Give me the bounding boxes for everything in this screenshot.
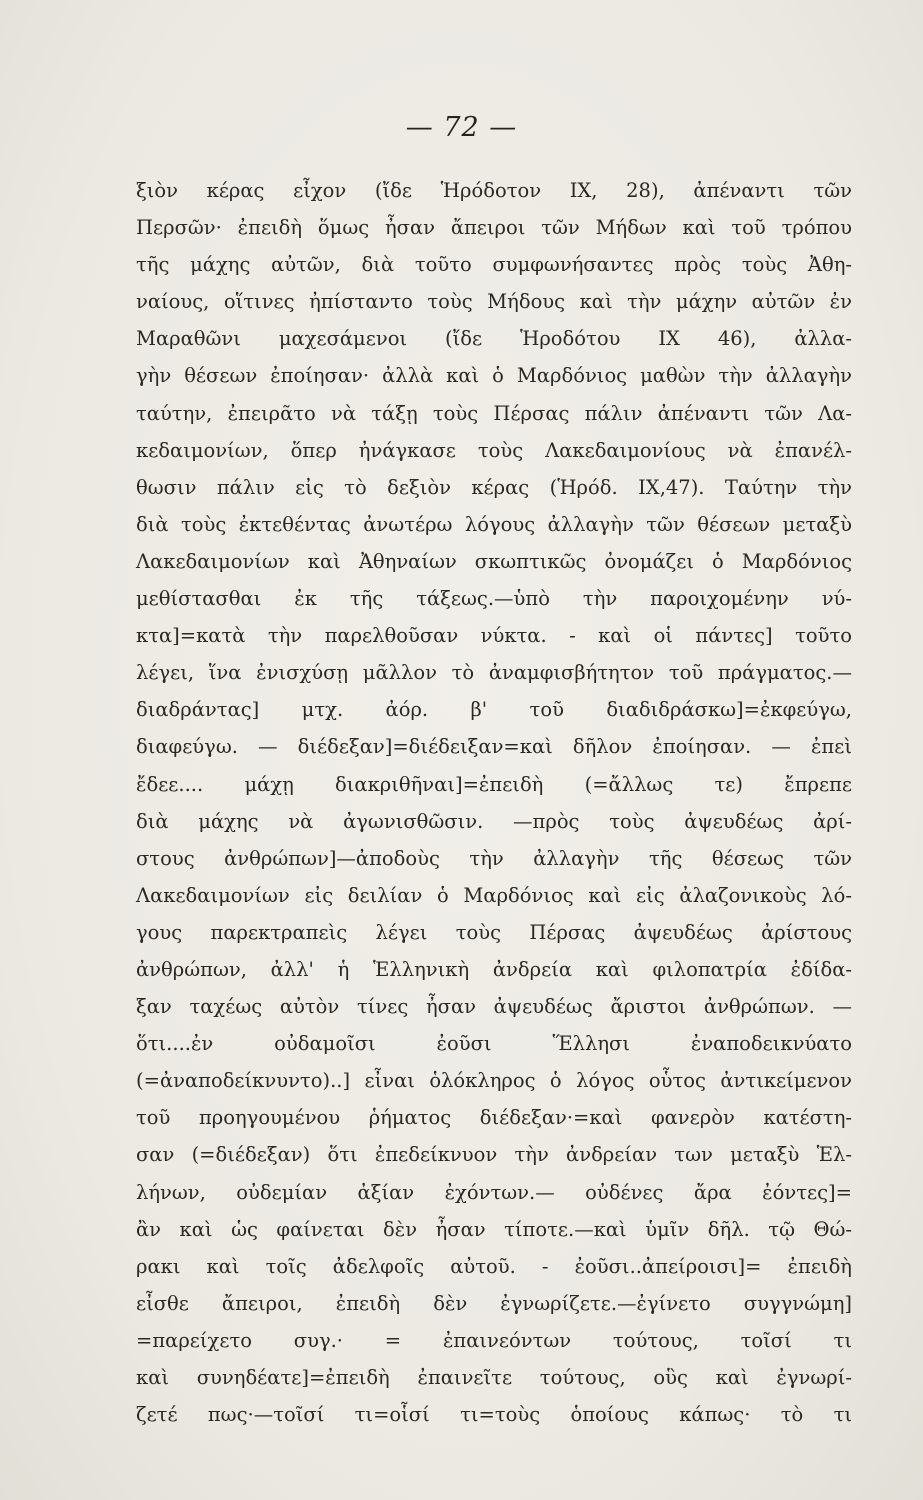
body-text <box>136 172 852 1433</box>
text-line: =παρείχετο συγ.· = ἐπαινεόντων τούτους, τοῖσί τι <box>136 1328 852 1352</box>
text-line: γους παρεκτραπεὶς λέγει τοὺς Πέρσας ἀψευδέως ἀρίστους <box>136 920 852 944</box>
text-line: ἂν καὶ ὡς φαίνεται δὲν ἦσαν τίποτε.—καὶ ὑμῖν δῆλ. τῷ Θώ- <box>136 1217 852 1241</box>
text-line: ἔδεε.... μάχῃ διακριθῆναι]=ἐπειδὴ (=ἄλλως τε) ἔπρεπε <box>136 772 852 796</box>
text-line: ὅτι....ἐν οὐδαμοῖσι ἐοῦσι Ἕλλησι ἐναποδεικνύατο <box>136 1032 852 1056</box>
text-line: λήνων, οὐδεμίαν ἀξίαν ἐχόντων.— οὐδένες ἄρα ἐόντες]= <box>136 1180 852 1204</box>
text-line: σαν (=διέδεξαν) ὅτι ἐπεδείκνυον τὴν ἀνδρείαν των μεταξὺ Ἑλ- <box>136 1143 852 1167</box>
text-line: διὰ μάχης νὰ ἀγωνισθῶσιν. —πρὸς τοὺς ἀψευδέως ἀρί- <box>136 809 852 833</box>
text-line: ἀνθρώπων, ἀλλ' ἡ Ἑλληνικὴ ἀνδρεία καὶ φιλοπατρία ἐδίδα- <box>136 957 852 981</box>
text-line: στους ἀνθρώπων]—ἀποδοὺς τὴν ἀλλαγὴν τῆς θέσεως τῶν <box>136 846 852 870</box>
text-line: γὴν θέσεων ἐποίησαν· ἀλλὰ καὶ ὁ Μαρδόνιος μαθὼν τὴν ἀλλαγὴν <box>136 364 852 388</box>
text-line: διὰ τοὺς ἐκτεθέντας ἀνωτέρω λόγους ἀλλαγὴν τῶν θέσεων μεταξὺ <box>136 512 852 536</box>
text-line: διαφεύγω. — διέδεξαν]=διέδειξαν=καὶ δῆλον ἐποίησαν. — ἐπεὶ <box>136 735 852 759</box>
text-line: τῆς μάχης αὐτῶν, διὰ τοῦτο συμφωνήσαντες πρὸς τοὺς Ἀθη- <box>136 253 852 277</box>
text-line: Περσῶν· ἐπειδὴ ὅμως ἦσαν ἄπειροι τῶν Μήδων καὶ τοῦ τρόπου <box>136 216 852 240</box>
text-line: ναίους, οἵτινες ἠπίσταντο τοὺς Μήδους καὶ τὴν μάχην αὐτῶν ἐν <box>136 290 852 314</box>
text-line: κτα]=κατὰ τὴν παρελθοῦσαν νύκτα. - καὶ οἱ πάντες] τοῦτο <box>136 624 852 648</box>
text-line: ξιὸν κέρας εἶχον (ἴδε Ἡρόδοτον IX, 28), ἀπέναντι τῶν <box>136 179 852 202</box>
text-line: θωσιν πάλιν εἰς τὸ δεξιὸν κέρας (Ἡρόδ. IX,47). Ταύτην τὴν <box>136 475 852 499</box>
text-line: ζετέ πως·—τοῖσί τι=οἷσί τι=τοὺς ὁποίους κάπως· τὸ τι <box>136 1403 852 1427</box>
text-line: εἶσθε ἄπειροι, ἐπειδὴ δὲν ἐγνωρίζετε.—ἐγίνετο συγγνώμη] <box>136 1291 852 1315</box>
text-line: τοῦ προηγουμένου ῥήματος διέδεξαν·=καὶ φανερὸν κατέστη- <box>136 1106 852 1130</box>
text-line: διαδράντας] μτχ. ἀόρ. β' τοῦ διαδιδράσκω]=ἐκφεύγω, <box>136 698 852 722</box>
text-line: ταύτην, ἐπειρᾶτο νὰ τάξῃ τοὺς Πέρσας πάλιν ἀπέναντι τῶν Λα- <box>136 401 852 425</box>
text-line: Μαραθῶνι μαχεσάμενοι (ἴδε Ἡροδότου IX 46), ἀλλα- <box>136 327 852 351</box>
text-line: (=ἀναποδείκνυντο)..] εἶναι ὁλόκληρος ὁ λόγος οὗτος ἀντικείμενον <box>136 1069 852 1093</box>
text-line: καὶ συνηδέατε]=ἐπειδὴ ἐπαινεῖτε τούτους, οὓς καὶ ἐγνωρί- <box>136 1366 852 1389</box>
text-line: κεδαιμονίων, ὅπερ ἠνάγκασε τοὺς Λακεδαιμονίους νὰ ἐπανέλ- <box>136 438 852 462</box>
text-line: ρακι καὶ τοῖς ἀδελφοῖς αὐτοῦ. - ἐοῦσι..ἀπείροισι]= ἐπειδὴ <box>136 1254 852 1278</box>
text-line: μεθίστασθαι ἐκ τῆς τάξεως.—ὑπὸ τὴν παροιχομένην νύ- <box>136 587 852 611</box>
page-number: — 72 — <box>405 112 518 143</box>
text-line: Λακεδαιμονίων εἰς δειλίαν ὁ Μαρδόνιος καὶ εἰς ἀλαζονικοὺς λό- <box>136 883 852 907</box>
text-line: ξαν ταχέως αὐτὸν τίνες ἦσαν ἀψευδέως ἄριστοι ἀνθρώπων. — <box>136 995 852 1019</box>
text-line: Λακεδαιμονίων καὶ Ἀθηναίων σκωπτικῶς ὀνομάζει ὁ Μαρδόνιος <box>136 549 852 573</box>
text-line: λέγει, ἵνα ἐνισχύσῃ μᾶλλον τὸ ἀναμφισβήτητον τοῦ πράγματος.— <box>136 661 852 685</box>
